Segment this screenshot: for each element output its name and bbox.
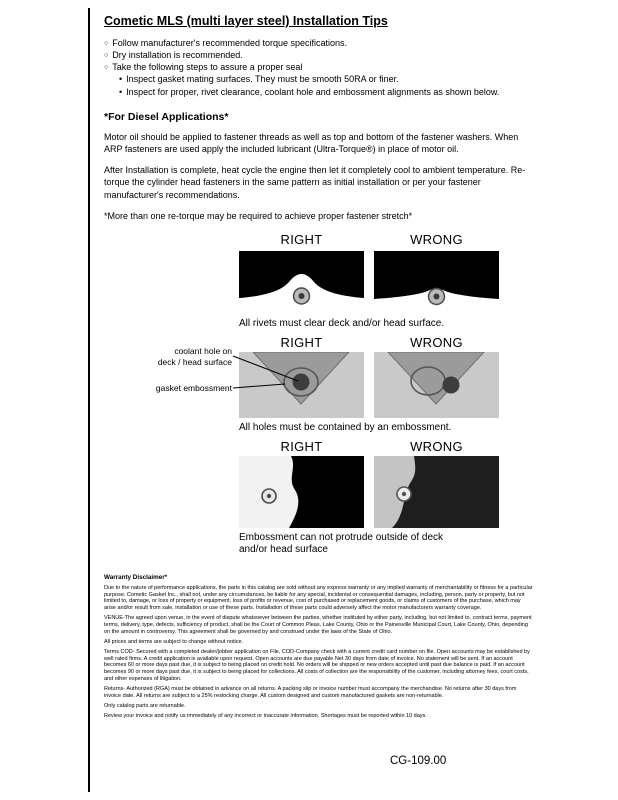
right-label-row1: RIGHT bbox=[280, 232, 323, 248]
legal-paragraph-warranty: Due to the nature of performance applications, the parts in this catalog are sold without any express warranty or any implied warranty of merchantability or fitness for a particular purpose. Cometic Gasket Inc., shall not, under any circumstances, be liable for any special, incidental or consequential damages, including, person, party or property, but not limited to, damage, or loss of property or equipment, loss of profits or revenue, cost of purchased or replacement goods, or claims of customers of the purchase, which may arise and/or result from sale, installation or use of these parts. Installation of these parts could adversely affect the motor manufacturers warranty coverage. bbox=[104, 584, 533, 612]
coolant-hole-icon bbox=[293, 374, 310, 391]
wrong-label-row3: WRONG bbox=[410, 439, 463, 455]
tip-item bbox=[104, 61, 536, 73]
tip-subitem bbox=[104, 86, 536, 98]
rivet-right-diagram bbox=[239, 251, 364, 313]
tip-text: Follow manufacturer's recommended torque specifications. bbox=[112, 38, 348, 48]
circle-bullet-icon: ○ bbox=[104, 52, 109, 60]
coolant-hole-icon bbox=[443, 377, 460, 394]
rivet-wrong-diagram bbox=[374, 251, 499, 313]
right-label-row3: RIGHT bbox=[280, 439, 323, 455]
rivet-caption: All rivets must clear deck and/or head surface. bbox=[239, 318, 445, 330]
legal-paragraph-venue: VENUE-The agreed upon venue, in the event of dispute whatsoever between the parties, whether instituted by either party, including, but not limited to, contract terms, payment terms, delivery, type, defects, sufficiency of product, shall be the Court of Common Pleas, Lake County, Ohio or the Painesville Municipal Court, Lake County, Ohio, depending on the amount in controversy. This agreement shall be governed by and construed under the laws of the State of Ohio. bbox=[104, 615, 532, 635]
tip-text: Take the following steps to assure a proper seal bbox=[112, 62, 303, 73]
tip-item bbox=[104, 37, 536, 49]
legal-paragraph-returns: Returns- Authorized (RGA) must be obtained in advance on all returns. A packing slip or invoice number must accompany the merchandise. No returns after 30 days from invoice date. All returns are subject to a 25% restocking charge. All custom designed and custom manufactured gaskets are non-returnable. bbox=[104, 686, 517, 699]
tip-text: Dry installation is recommended. bbox=[112, 50, 243, 61]
right-label-row2: RIGHT bbox=[280, 335, 323, 351]
tip-text: Inspect for proper, rivet clearance, coolant hole and embossment alignments as shown below. bbox=[126, 86, 500, 97]
diesel-applications-heading: *For Diesel Applications* bbox=[104, 110, 229, 123]
coolant-hole-right-diagram bbox=[239, 352, 364, 418]
wrong-label-row1: WRONG bbox=[410, 232, 463, 248]
embossment-protrusion-caption: Embossment can not protrude outside of deck and/or head surface bbox=[239, 532, 444, 556]
legal-paragraph-terms: Terms COD- Secured with a completed dealer/jobber application on File, COD-Company check with a current credit card number on file. Open accounts may be established by well rated firms. A credit application is available upon request. Open accounts are due payable Net 30 days from date of invoice. No statement will be sent. If an account becomes 60 or more days past due, it is subject to being placed on credit hold. No orders will be shipped or new orders accepted until past due balance is paid. If an account becomes 90 or more days past due, it is subject to being placed for collections. All costs of collection are the responsibility of the customer, including attorney fees, court costs, and other expenses of litigation. bbox=[104, 649, 530, 682]
page-number: CG-109.00 bbox=[390, 755, 447, 767]
page-content bbox=[104, 14, 536, 723]
warranty-disclaimer-heading: Warranty Disclaimer* bbox=[104, 574, 168, 582]
left-border-rule bbox=[88, 8, 90, 792]
gasket-embossment-callout: gasket embossment bbox=[155, 383, 232, 394]
circle-bullet-icon: ○ bbox=[104, 40, 109, 47]
tip-subitem bbox=[104, 73, 536, 85]
coolant-hole-wrong-diagram bbox=[374, 352, 499, 418]
circle-bullet-icon: ○ bbox=[104, 64, 109, 72]
legal-paragraph-prices: All prices and terms are subject to change without notice. bbox=[104, 638, 244, 645]
embossment-containment-caption: All holes must be contained by an embossment. bbox=[239, 422, 452, 434]
tip-item bbox=[104, 49, 536, 61]
diesel-paragraph-2: After Installation is complete, heat cycle the engine then let it completely cool to ambient temperature. Re-torque the cylinder head fasteners in the same pattern as initial installation or per your fastener manufacturer's recommendations. bbox=[104, 164, 526, 201]
tip-text: Inspect gasket mating surfaces. They must be smooth 50RA or finer. bbox=[126, 74, 399, 85]
legal-paragraph-invoice: Review your invoice and notify us immediately of any incorrect or inaccurate information. Shortages must be reported within 10 days. bbox=[104, 713, 427, 720]
embossment-right-diagram bbox=[239, 456, 364, 528]
wrong-label-row2: WRONG bbox=[410, 335, 463, 351]
legal-paragraph-returnable: Only catalog parts are returnable. bbox=[104, 702, 186, 709]
legal-terms bbox=[104, 574, 534, 720]
dot-bullet-icon: • bbox=[119, 74, 123, 85]
retorque-note: *More than one re-torque may be required to achieve proper fastener stretch* bbox=[104, 210, 413, 221]
tips-list bbox=[104, 37, 536, 98]
alignment-diagrams bbox=[104, 232, 536, 558]
coolant-hole-callout: coolant hole on deck / head surface bbox=[157, 346, 232, 367]
page-title: Cometic MLS (multi layer steel) Installation Tips bbox=[104, 14, 388, 28]
embossment-wrong-diagram bbox=[374, 456, 499, 528]
diesel-paragraph-1: Motor oil should be applied to fastener threads as well as top and bottom of the fastener washers. When ARP fasteners are used apply the included lubricant (Ultra-Torque®) in place of motor oil. bbox=[104, 131, 519, 155]
dot-bullet-icon: • bbox=[119, 86, 123, 97]
